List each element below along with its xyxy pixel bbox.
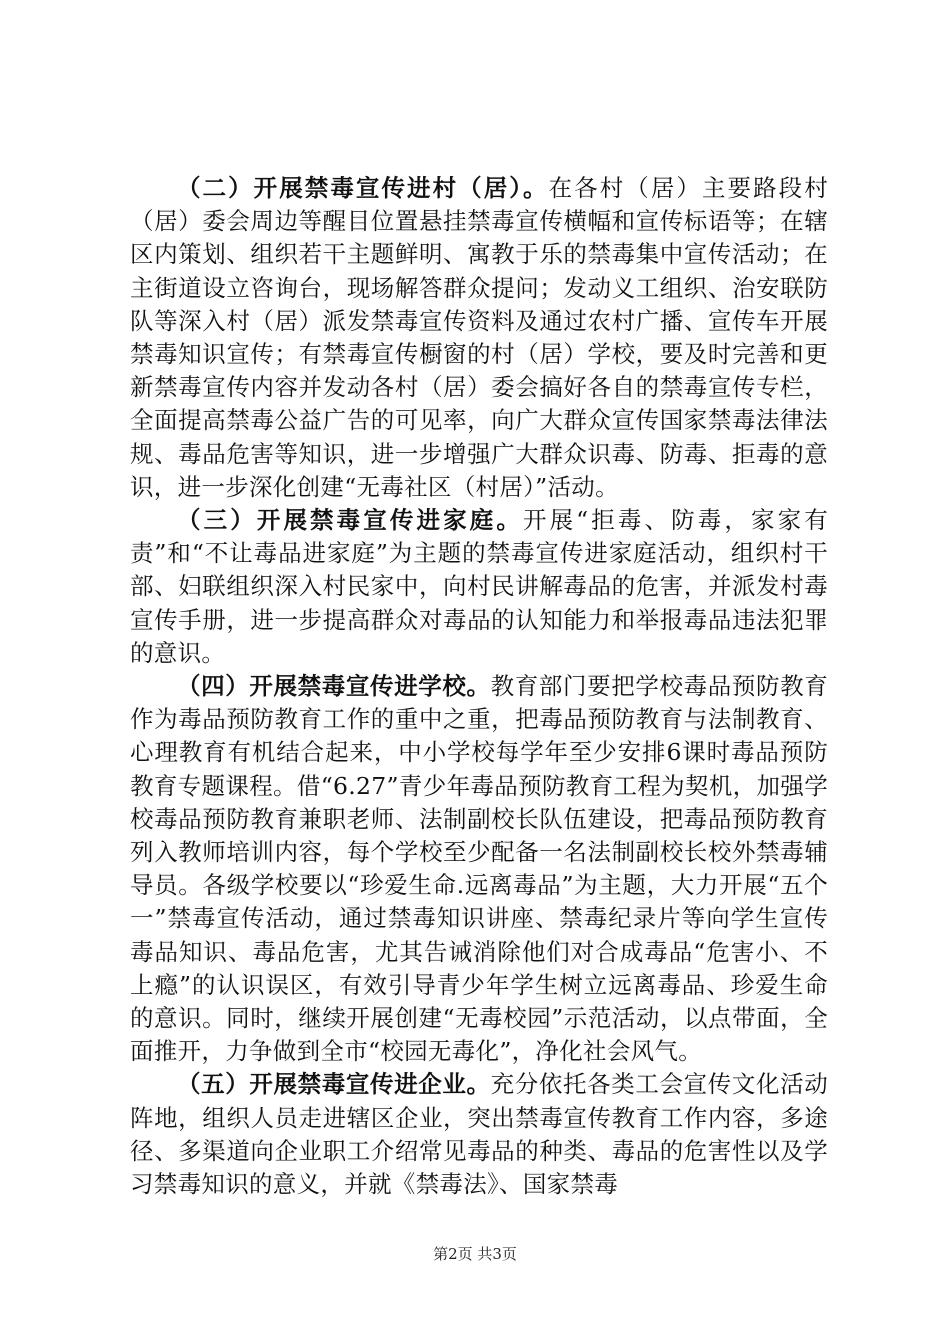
page-footer: [0, 1244, 950, 1264]
paragraph-text: 充分依托各类工会宣传文化活动阵地，组织人员走进辖区企业，突出禁毒宣传教育工作内容，多途径、多渠道向企业职工介绍常见毒品的种类、毒品的危害性以及学习禁毒知识的意义，并就《禁毒法》、国家禁毒: [130, 1070, 829, 1199]
paragraph-text: 在各村（居）主要路段村（居）委会周边等醒目位置悬挂禁毒宣传横幅和宣传标语等；在辖区内策划、组织若干主题鲜明、寓教于乐的禁毒集中宣传活动；在主街道设立咨询台，现场解答群众提问；发动义工组织、治安联防队等深入村（居）派发禁毒宣传资料及通过农村广播、宣传车开展禁毒知识宣传；有禁毒宣传橱窗的村（居）学校，要及时完善和更新禁毒宣传内容并发动各村（居）委会搞好各自的禁毒宣传专栏，全面提高禁毒公益广告的可见率，向广大群众宣传国家禁毒法律法规、毒品危害等知识，进一步增强广大群众识毒、防毒、拒毒的意识，进一步深化创建“无毒社区（村居）”活动。: [130, 174, 828, 501]
section-heading: （二）开展禁毒宣传进村（居）。: [177, 174, 549, 202]
paragraph-text: 教育部门要把学校毒品预防教育作为毒品预防教育工作的重中之重，把毒品预防教育与法制教育、心理教育有机结合起来，中小学校每学年至少安排6课时毒品预防教育专题课程。借“6.27”青少年毒品预防教育工程为契机，加强学校毒品预防教育兼职老师、法制副校长队伍建设，把毒品预防教育列入教师培训内容，每个学校至少配备一名法制副校长校外禁毒辅导员。各级学校要以“珍爱生命.远离毒品”为主题，大力开展“五个一”禁毒宣传活动，通过禁毒知识讲座、禁毒纪录片等向学生宣传毒品知识、毒品危害，尤其告诫消除他们对合成毒品“危害小、不上瘾”的认识误区，有效引导青少年学生树立远离毒品、珍爱生命的意识。同时，继续开展创建“无毒校园”示范活动，以点带面，全面推开，力争做到全市“校园无毒化”，净化社会风气。: [130, 672, 829, 1066]
paragraph-village: [130, 172, 828, 504]
paragraph-family: [130, 504, 828, 670]
paragraph-enterprise: [130, 1068, 828, 1201]
section-heading: （三）开展禁毒宣传进家庭。: [177, 506, 523, 535]
document-body: [130, 172, 828, 1201]
section-heading: （四）开展禁毒宣传进学校。: [177, 672, 491, 701]
section-heading: （五）开展禁毒宣传进企业。: [177, 1070, 491, 1099]
paragraph-school: [130, 670, 828, 1068]
paragraph-text: 开展“拒毒、防毒，家家有责”和“不让毒品进家庭”为主题的禁毒宣传进家庭活动，组织村干部、妇联组织深入村民家中，向村民讲解毒品的危害，并派发村毒宣传手册，进一步提高群众对毒品的认知能力和举报毒品违法犯罪的意识。: [130, 506, 828, 667]
page-number: 第2页 共3页: [433, 1245, 517, 1263]
